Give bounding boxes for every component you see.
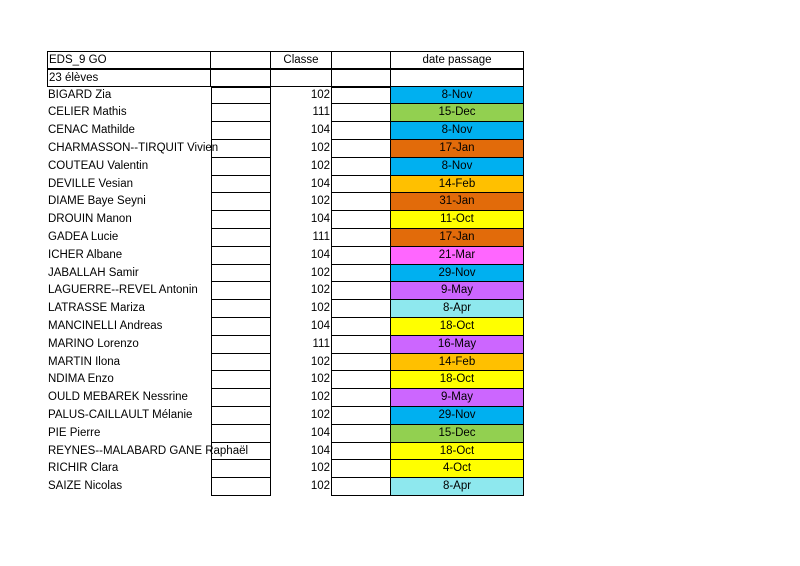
table-row [47,336,524,354]
count-row [47,69,524,87]
student-name: PALUS-CAILLAULT Mélanie [48,408,193,421]
date-cell[interactable]: 21-Mar [391,247,524,265]
empty-cell[interactable] [211,87,271,105]
table-row [47,193,524,211]
classe-cell[interactable]: 102 [310,141,330,154]
empty-cell[interactable] [211,389,271,407]
student-name: MANCINELLI Andreas [48,319,163,332]
student-name-cell[interactable] [47,193,211,211]
empty-cell[interactable] [211,300,271,318]
empty-cell[interactable] [211,282,271,300]
table-row [47,371,524,389]
empty-cell[interactable] [211,176,271,194]
date-cell[interactable]: 29-Nov [391,407,524,425]
student-name: JABALLAH Samir [48,266,139,279]
table-row [47,460,524,478]
empty-cell[interactable] [211,354,271,372]
empty-cell[interactable] [331,104,391,122]
table-row [47,87,524,105]
student-name-cell[interactable] [47,140,219,158]
table-row [47,229,524,247]
student-name-cell[interactable] [47,282,211,300]
student-name-cell[interactable] [47,425,211,443]
student-name-cell[interactable] [47,104,211,122]
student-name-cell[interactable] [47,158,211,176]
student-name-cell[interactable] [47,443,249,461]
empty-cell[interactable] [331,140,391,158]
table-row [47,176,524,194]
classe-cell[interactable]: 104 [310,177,330,190]
student-name-cell[interactable] [47,336,211,354]
empty-cell[interactable] [211,122,271,140]
student-name: CENAC Mathilde [48,124,135,137]
date-cell[interactable]: 31-Jan [391,193,524,211]
student-name-cell[interactable] [47,478,211,496]
table-row [47,247,524,265]
student-name-cell[interactable] [47,371,211,389]
classe-cell[interactable]: 102 [310,373,330,386]
student-name: DROUIN Manon [48,213,132,226]
student-name-cell[interactable] [47,247,211,265]
table-row [47,407,524,425]
table-row [47,265,524,283]
student-name: COUTEAU Valentin [48,159,149,172]
date-cell[interactable]: 11-Oct [391,211,524,229]
empty-cell[interactable] [211,140,271,158]
table-row [47,443,524,461]
student-name-cell[interactable] [47,122,211,140]
table-row [47,104,524,122]
empty-cell[interactable] [331,87,391,105]
date-cell[interactable]: 17-Jan [391,140,524,158]
empty-cell[interactable] [331,371,391,389]
table-row [47,478,524,496]
date-header[interactable]: date passage [391,51,524,69]
date-cell[interactable]: 8-Apr [391,300,524,318]
student-name: GADEA Lucie [48,230,119,243]
classe-cell[interactable]: 104 [310,213,330,226]
empty-cell[interactable] [331,407,391,425]
empty-cell[interactable] [331,122,391,140]
date-cell[interactable]: 15-Dec [391,425,524,443]
student-name: OULD MEBAREK Nessrine [48,391,188,404]
date-cell[interactable]: 8-Nov [391,158,524,176]
empty-cell[interactable] [211,247,271,265]
student-name-cell[interactable] [47,407,211,425]
student-name: DEVILLE Vesian [48,177,134,190]
table-row [47,425,524,443]
empty-cell[interactable] [331,193,391,211]
classe-cell[interactable]: 102 [310,284,330,297]
student-name-cell[interactable] [47,389,211,407]
date-cell[interactable]: 4-Oct [391,460,524,478]
student-name: MARTIN Ilona [48,355,121,368]
student-name-cell[interactable] [47,318,211,336]
empty-cell[interactable] [331,425,391,443]
empty-cell[interactable] [211,336,271,354]
classe-header[interactable]: Classe [271,51,331,69]
student-name-cell[interactable] [47,87,211,105]
classe-cell[interactable]: 104 [310,319,330,332]
empty-cell[interactable] [211,407,271,425]
empty-cell[interactable] [211,478,271,496]
empty-cell[interactable] [211,193,271,211]
header-row [47,51,524,69]
student-name: REYNES--MALABARD GANE Raphaël [48,444,249,457]
date-cell[interactable]: 15-Dec [391,104,524,122]
empty-cell[interactable] [331,460,391,478]
student-name-cell[interactable] [47,229,211,247]
empty-cell[interactable] [211,371,271,389]
date-cell[interactable]: 29-Nov [391,265,524,283]
table-row [47,211,524,229]
date-cell[interactable]: 14-Feb [391,354,524,372]
empty-cell[interactable] [331,265,391,283]
empty-cell[interactable] [211,425,271,443]
date-cell[interactable]: 18-Oct [391,371,524,389]
student-name: CELIER Mathis [48,106,127,119]
student-name: CHARMASSON--TIRQUIT Vivien [48,141,219,154]
empty-cell[interactable] [211,460,271,478]
empty-cell[interactable] [391,69,524,87]
empty-cell[interactable] [331,247,391,265]
classe-cell[interactable]: 111 [312,337,330,350]
empty-cell[interactable] [331,69,391,87]
empty-cell[interactable] [331,211,391,229]
student-name: DIAME Baye Seyni [48,195,146,208]
date-cell[interactable]: 8-Nov [391,87,524,105]
classe-cell[interactable]: 102 [310,302,330,315]
empty-cell[interactable] [331,282,391,300]
empty-cell[interactable] [331,336,391,354]
empty-cell[interactable] [331,389,391,407]
student-name: LATRASSE Mariza [48,302,145,315]
classe-cell[interactable]: 102 [310,408,330,421]
student-name-cell[interactable] [47,354,211,372]
classe-cell[interactable]: 102 [310,391,330,404]
student-name: BIGARD Zia [48,88,112,101]
classe-cell[interactable]: 102 [310,159,330,172]
classe-cell[interactable]: 111 [312,106,330,119]
date-cell[interactable]: 18-Oct [391,443,524,461]
classe-cell[interactable]: 104 [310,426,330,439]
empty-cell[interactable] [211,158,271,176]
classe-cell[interactable]: 104 [310,444,330,457]
classe-cell[interactable]: 111 [312,230,330,243]
student-name: SAIZE Nicolas [48,480,123,493]
table-row [47,282,524,300]
empty-cell[interactable] [331,51,391,69]
date-cell[interactable]: 9-May [391,282,524,300]
student-name-cell[interactable] [47,265,211,283]
student-name: RICHIR Clara [48,462,119,475]
empty-cell[interactable] [211,229,271,247]
classe-cell[interactable]: 102 [310,462,330,475]
spreadsheet [47,51,524,496]
table-row [47,354,524,372]
classe-cell[interactable]: 104 [310,248,330,261]
classe-cell[interactable]: 102 [310,266,330,279]
student-name: ICHER Albane [48,248,123,261]
empty-cell[interactable] [331,478,391,496]
empty-cell[interactable] [331,443,391,461]
title-cell[interactable]: EDS_9 GO [47,51,211,69]
empty-cell[interactable] [211,318,271,336]
student-name-cell[interactable] [47,176,211,194]
table-row [47,158,524,176]
student-name-cell[interactable] [47,300,211,318]
date-cell[interactable]: 17-Jan [391,229,524,247]
empty-cell[interactable] [211,69,271,87]
empty-cell[interactable] [331,158,391,176]
classe-cell[interactable]: 102 [310,88,330,101]
table-row [47,300,524,318]
empty-cell[interactable] [211,265,271,283]
empty-cell[interactable] [331,229,391,247]
date-cell[interactable]: 16-May [391,336,524,354]
student-name: NDIMA Enzo [48,373,114,386]
student-count[interactable]: 23 élèves [47,69,211,87]
table-row [47,122,524,140]
classe-cell[interactable]: 102 [310,480,330,493]
date-cell[interactable]: 8-Nov [391,122,524,140]
date-cell[interactable]: 8-Apr [391,478,524,496]
student-rows [47,87,524,496]
empty-cell[interactable] [211,51,271,69]
table-row [47,318,524,336]
table-row [47,389,524,407]
student-name-cell[interactable] [47,460,211,478]
student-name: PIE Pierre [48,426,101,439]
classe-cell[interactable]: 104 [310,124,330,137]
student-name-cell[interactable] [47,211,211,229]
empty-cell[interactable] [331,354,391,372]
student-name: LAGUERRE--REVEL Antonin [48,284,198,297]
student-name: MARINO Lorenzo [48,337,139,350]
classe-cell[interactable]: 102 [310,195,330,208]
date-cell[interactable]: 14-Feb [391,176,524,194]
empty-cell[interactable] [211,211,271,229]
classe-cell[interactable]: 102 [310,355,330,368]
date-cell[interactable]: 18-Oct [391,318,524,336]
empty-cell[interactable] [331,318,391,336]
empty-cell[interactable] [271,69,331,87]
empty-cell[interactable] [331,176,391,194]
empty-cell[interactable] [331,300,391,318]
table-row [47,140,524,158]
date-cell[interactable]: 9-May [391,389,524,407]
empty-cell[interactable] [211,104,271,122]
